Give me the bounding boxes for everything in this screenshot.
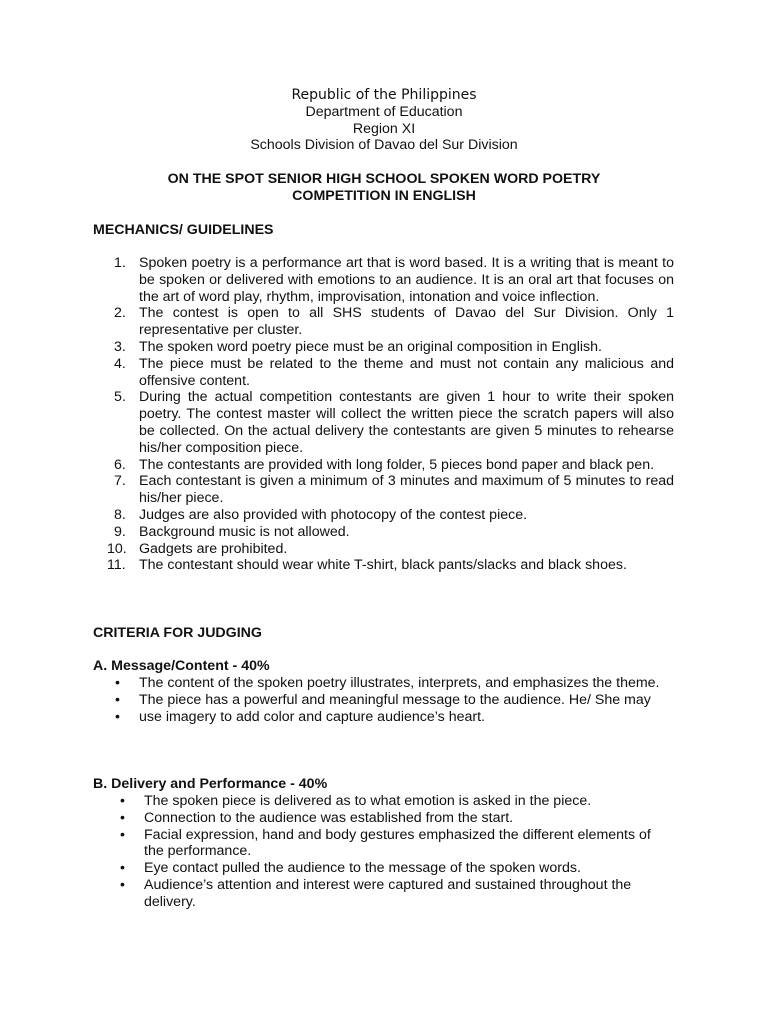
guideline-text: The piece must be related to the theme and must not contain any malicious and offensive content. <box>139 355 674 389</box>
list-item-text: The content of the spoken poetry illustrates, interprets, and emphasizes the theme. <box>139 675 660 691</box>
list-item-text: Facial expression, hand and body gestures emphasized the different elements of the performance. <box>144 826 651 860</box>
guidelines-list <box>93 255 674 574</box>
bullet-icon: • <box>120 860 125 877</box>
list-item-text: use imagery to add color and capture audience’s heart. <box>139 708 485 725</box>
document-title <box>0 171 768 205</box>
list-item-text: Eye contact pulled the audience to the message of the spoken words. <box>144 860 581 877</box>
guideline-item <box>93 557 674 574</box>
guideline-text: The contest is open to all SHS students of Davao del Sur Division. Only 1 representative per cluster. <box>139 305 674 339</box>
guideline-text: The spoken word poetry piece must be an original composition in English. <box>139 338 602 355</box>
header-country: Republic of the Philippines <box>291 87 477 103</box>
guideline-item <box>93 457 674 474</box>
guideline-item <box>93 305 674 339</box>
criteria-b-title: B. Delivery and Performance - 40% <box>93 776 328 792</box>
letterhead <box>0 87 768 154</box>
criteria-b-list <box>120 793 654 911</box>
bullet-icon: • <box>115 675 120 691</box>
list-item <box>115 675 669 692</box>
guideline-number: 9. <box>114 523 126 540</box>
guideline-text: During the actual competition contestants are given 1 hour to write their spoken poetry. The contest master will collect the written piece the scratch papers will also be collected. On the actual delivery the contestants are given 5 minutes to rehearse his/her composition piece. <box>139 389 674 456</box>
guideline-number: 4. <box>114 355 126 372</box>
guideline-text: Spoken poetry is a performance art that is word based. It is a writing that is meant to be spoken or delivered with emotions to an audience. It is an oral art that focuses on the art of word play, rhythm, improvisation, intonation and voice inflection. <box>139 255 674 305</box>
header-region: Region XI <box>352 120 416 137</box>
bullet-icon: • <box>120 826 125 843</box>
guideline-item <box>93 339 674 356</box>
document-title-line2: COMPETITION IN ENGLISH <box>292 187 476 204</box>
guideline-number: 7. <box>114 473 126 490</box>
guideline-item <box>93 255 674 305</box>
guideline-number: 11. <box>107 557 126 574</box>
list-item-text: Audience’s attention and interest were captured and sustained throughout the delivery. <box>144 876 632 910</box>
list-item <box>120 826 654 861</box>
guideline-item <box>93 356 674 390</box>
document-title-line1: ON THE SPOT SENIOR HIGH SCHOOL SPOKEN WORD POETRY <box>167 171 601 187</box>
guideline-text: The contestant should wear white T-shirt, black pants/slacks and black shoes. <box>139 557 627 574</box>
list-item-text: Connection to the audience was established from the start. <box>144 809 514 826</box>
guideline-text: Background music is not allowed. <box>139 523 350 540</box>
bullet-icon: • <box>120 793 125 809</box>
guideline-item <box>93 507 674 524</box>
criteria-heading: CRITERIA FOR JUDGING <box>93 625 262 641</box>
guideline-item <box>93 524 674 541</box>
list-item <box>120 793 654 810</box>
list-item <box>120 809 654 827</box>
bullet-icon: • <box>115 691 120 708</box>
list-item <box>115 708 669 726</box>
guideline-text: Judges are also provided with photocopy of the contest piece. <box>139 506 528 523</box>
guideline-number: 8. <box>114 506 126 523</box>
bullet-icon: • <box>115 708 120 725</box>
guideline-text: Gadgets are prohibited. <box>139 540 288 557</box>
bullet-icon: • <box>120 809 125 826</box>
guideline-item <box>93 389 674 456</box>
guideline-number: 3. <box>114 338 126 355</box>
guideline-item <box>93 473 674 507</box>
guideline-number: 2. <box>114 305 126 322</box>
mechanics-heading: MECHANICS/ GUIDELINES <box>93 222 274 238</box>
header-department: Department of Education <box>305 103 463 120</box>
guideline-number: 1. <box>114 255 126 271</box>
guideline-number: 5. <box>114 389 126 406</box>
list-item-text: The spoken piece is delivered as to what emotion is asked in the piece. <box>144 793 592 809</box>
guideline-text: Each contestant is given a minimum of 3 minutes and maximum of 5 minutes to read his/her piece. <box>139 473 674 507</box>
list-item <box>115 691 669 709</box>
guideline-text: The contestants are provided with long folder, 5 pieces bond paper and black pen. <box>139 456 655 473</box>
guideline-number: 10. <box>107 540 127 557</box>
guideline-number: 6. <box>114 456 126 473</box>
criteria-a-title: A. Message/Content - 40% <box>93 658 270 674</box>
list-item <box>120 860 654 877</box>
header-division: Schools Division of Davao del Sur Division <box>250 137 518 154</box>
bullet-icon: • <box>120 876 125 893</box>
guideline-item <box>93 541 674 558</box>
list-item <box>120 876 654 911</box>
criteria-a-list <box>115 675 669 725</box>
list-item-text: The piece has a powerful and meaningful message to the audience. He/ She may <box>139 691 651 708</box>
